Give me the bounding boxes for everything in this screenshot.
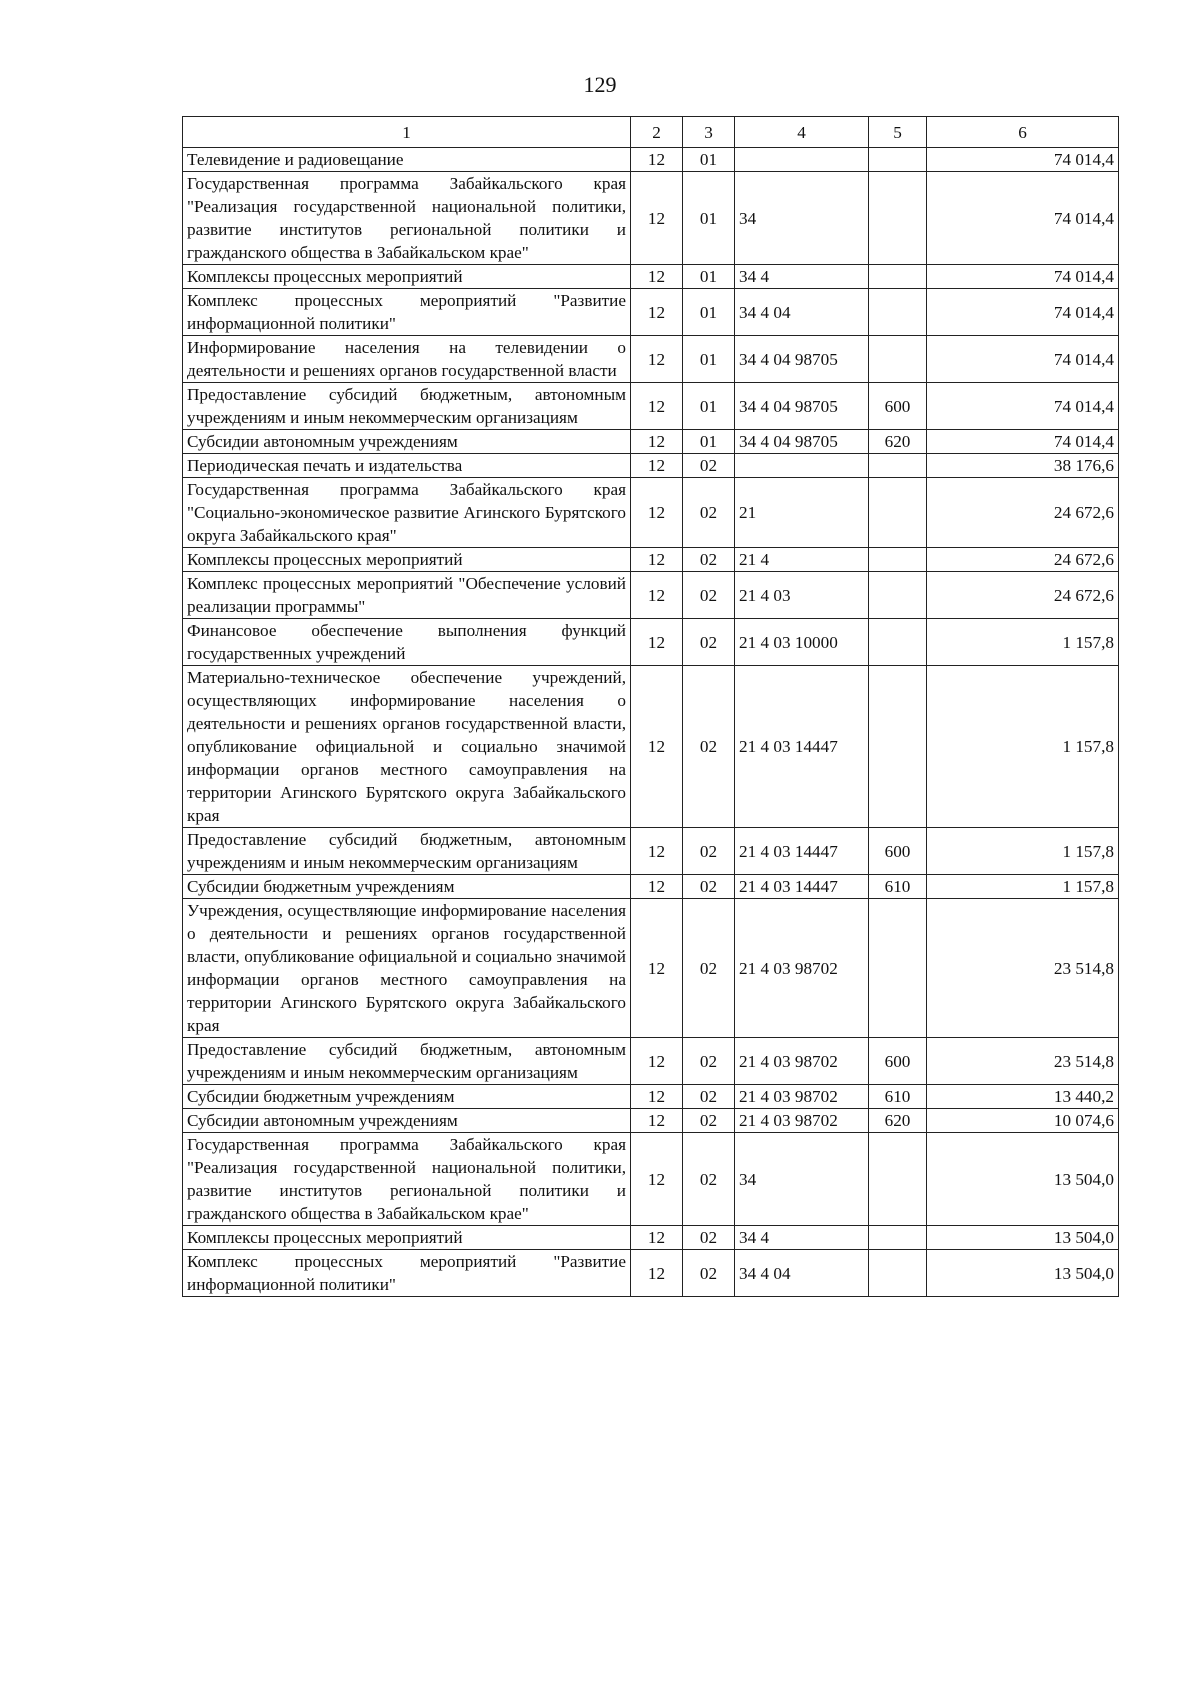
- row-name: Комплекс процессных мероприятий "Развитие информационной политики": [183, 289, 631, 336]
- row-subsection: 01: [683, 172, 735, 265]
- row-target-article: 34 4 04: [735, 1250, 869, 1297]
- table-row: [183, 454, 1119, 478]
- row-target-article: 21 4 03 98702: [735, 1085, 869, 1109]
- row-section: 12: [631, 383, 683, 430]
- column-header: 4: [735, 117, 869, 148]
- row-subsection: 02: [683, 828, 735, 875]
- row-amount: 74 014,4: [927, 289, 1119, 336]
- row-amount: 1 157,8: [927, 875, 1119, 899]
- row-name: Субсидии автономным учреждениям: [183, 1109, 631, 1133]
- page-number: 129: [583, 72, 617, 97]
- row-section: 12: [631, 1226, 683, 1250]
- table-row: [183, 619, 1119, 666]
- column-header: 1: [183, 117, 631, 148]
- row-expense-type: [869, 619, 927, 666]
- row-section: 12: [631, 1085, 683, 1109]
- table-row: [183, 1109, 1119, 1133]
- row-amount: 24 672,6: [927, 572, 1119, 619]
- table-row: [183, 899, 1119, 1038]
- row-target-article: 21 4: [735, 548, 869, 572]
- row-amount: 1 157,8: [927, 619, 1119, 666]
- row-amount: 74 014,4: [927, 336, 1119, 383]
- row-amount: 74 014,4: [927, 383, 1119, 430]
- row-subsection: 02: [683, 1133, 735, 1226]
- row-section: 12: [631, 478, 683, 548]
- row-expense-type: 600: [869, 1038, 927, 1085]
- row-name: Субсидии автономным учреждениям: [183, 430, 631, 454]
- row-expense-type: [869, 548, 927, 572]
- table-row: [183, 1133, 1119, 1226]
- row-expense-type: [869, 265, 927, 289]
- row-section: 12: [631, 1250, 683, 1297]
- row-subsection: 01: [683, 265, 735, 289]
- row-subsection: 02: [683, 1226, 735, 1250]
- table-row: [183, 336, 1119, 383]
- row-target-article: 34 4: [735, 265, 869, 289]
- row-section: 12: [631, 1038, 683, 1085]
- row-expense-type: 600: [869, 828, 927, 875]
- row-expense-type: [869, 1226, 927, 1250]
- row-subsection: 02: [683, 1109, 735, 1133]
- table-row: [183, 148, 1119, 172]
- row-subsection: 02: [683, 1250, 735, 1297]
- column-header: 5: [869, 117, 927, 148]
- table-row: [183, 265, 1119, 289]
- row-expense-type: [869, 172, 927, 265]
- row-expense-type: [869, 336, 927, 383]
- row-target-article: 34: [735, 172, 869, 265]
- table-row: [183, 1226, 1119, 1250]
- row-subsection: 02: [683, 454, 735, 478]
- row-expense-type: [869, 454, 927, 478]
- row-name: Периодическая печать и издательства: [183, 454, 631, 478]
- row-expense-type: [869, 666, 927, 828]
- row-target-article: 34 4: [735, 1226, 869, 1250]
- row-section: 12: [631, 899, 683, 1038]
- table-row: [183, 572, 1119, 619]
- row-amount: 23 514,8: [927, 899, 1119, 1038]
- row-target-article: 21: [735, 478, 869, 548]
- row-amount: 24 672,6: [927, 478, 1119, 548]
- row-section: 12: [631, 572, 683, 619]
- table-row: [183, 1085, 1119, 1109]
- row-expense-type: 620: [869, 1109, 927, 1133]
- row-name: Комплекс процессных мероприятий "Развитие информационной политики": [183, 1250, 631, 1297]
- row-subsection: 02: [683, 875, 735, 899]
- row-section: 12: [631, 666, 683, 828]
- table-row: [183, 478, 1119, 548]
- row-target-article: 21 4 03 14447: [735, 666, 869, 828]
- row-amount: 74 014,4: [927, 172, 1119, 265]
- row-subsection: 02: [683, 548, 735, 572]
- row-amount: 1 157,8: [927, 828, 1119, 875]
- table-row: [183, 548, 1119, 572]
- row-expense-type: 610: [869, 875, 927, 899]
- row-section: 12: [631, 148, 683, 172]
- row-target-article: 21 4 03 14447: [735, 828, 869, 875]
- row-amount: 74 014,4: [927, 265, 1119, 289]
- row-subsection: 02: [683, 619, 735, 666]
- row-target-article: 34: [735, 1133, 869, 1226]
- row-name: Комплексы процессных мероприятий: [183, 548, 631, 572]
- row-target-article: [735, 454, 869, 478]
- row-name: Субсидии бюджетным учреждениям: [183, 875, 631, 899]
- row-target-article: 21 4 03 98702: [735, 1109, 869, 1133]
- row-target-article: 34 4 04 98705: [735, 383, 869, 430]
- row-target-article: 21 4 03: [735, 572, 869, 619]
- row-name: Телевидение и радиовещание: [183, 148, 631, 172]
- row-subsection: 02: [683, 666, 735, 828]
- row-name: Субсидии бюджетным учреждениям: [183, 1085, 631, 1109]
- row-expense-type: [869, 899, 927, 1038]
- row-section: 12: [631, 1109, 683, 1133]
- column-header: 6: [927, 117, 1119, 148]
- row-expense-type: [869, 1133, 927, 1226]
- row-amount: 38 176,6: [927, 454, 1119, 478]
- row-target-article: 34 4 04 98705: [735, 430, 869, 454]
- row-section: 12: [631, 1133, 683, 1226]
- row-amount: 24 672,6: [927, 548, 1119, 572]
- row-section: 12: [631, 265, 683, 289]
- row-name: Учреждения, осуществляющие информирование населения о деятельности и решениях органов государственной власти, опубликование официальной и социально значимой информации органов местного самоуправления на территории Агинского Бурятского округа Забайкальского края: [183, 899, 631, 1038]
- table-row: [183, 666, 1119, 828]
- row-expense-type: [869, 289, 927, 336]
- row-amount: 10 074,6: [927, 1109, 1119, 1133]
- row-subsection: 01: [683, 148, 735, 172]
- row-target-article: 34 4 04: [735, 289, 869, 336]
- row-expense-type: [869, 572, 927, 619]
- row-name: Государственная программа Забайкальского края "Реализация государственной национальной политики, развитие институтов региональной политики и гражданского общества в Забайкальском крае": [183, 1133, 631, 1226]
- row-target-article: 21 4 03 98702: [735, 899, 869, 1038]
- row-expense-type: 600: [869, 383, 927, 430]
- row-amount: 1 157,8: [927, 666, 1119, 828]
- table-row: [183, 828, 1119, 875]
- row-subsection: 02: [683, 1038, 735, 1085]
- row-subsection: 02: [683, 478, 735, 548]
- row-subsection: 02: [683, 1085, 735, 1109]
- row-expense-type: [869, 1250, 927, 1297]
- row-amount: 74 014,4: [927, 148, 1119, 172]
- row-section: 12: [631, 289, 683, 336]
- row-name: Предоставление субсидий бюджетным, автономным учреждениям и иным некоммерческим организациям: [183, 1038, 631, 1085]
- row-amount: 23 514,8: [927, 1038, 1119, 1085]
- row-name: Предоставление субсидий бюджетным, автономным учреждениям и иным некоммерческим организациям: [183, 828, 631, 875]
- row-amount: 13 504,0: [927, 1226, 1119, 1250]
- row-amount: 13 504,0: [927, 1133, 1119, 1226]
- row-subsection: 01: [683, 383, 735, 430]
- row-amount: 13 504,0: [927, 1250, 1119, 1297]
- row-section: 12: [631, 336, 683, 383]
- column-header: 2: [631, 117, 683, 148]
- row-amount: 13 440,2: [927, 1085, 1119, 1109]
- header-row: [183, 117, 1119, 148]
- row-section: 12: [631, 430, 683, 454]
- row-name: Государственная программа Забайкальского края "Реализация государственной национальной политики, развитие институтов региональной политики и гражданского общества в Забайкальском крае": [183, 172, 631, 265]
- table-body: [183, 148, 1119, 1297]
- row-subsection: 01: [683, 430, 735, 454]
- row-section: 12: [631, 875, 683, 899]
- row-section: 12: [631, 454, 683, 478]
- table-row: [183, 383, 1119, 430]
- row-expense-type: [869, 148, 927, 172]
- table-row: [183, 1038, 1119, 1085]
- budget-table: [182, 116, 1119, 1297]
- row-subsection: 01: [683, 336, 735, 383]
- row-section: 12: [631, 619, 683, 666]
- table-row: [183, 1250, 1119, 1297]
- row-target-article: 21 4 03 10000: [735, 619, 869, 666]
- row-target-article: 34 4 04 98705: [735, 336, 869, 383]
- row-target-article: 21 4 03 98702: [735, 1038, 869, 1085]
- row-name: Материально-техническое обеспечение учреждений, осуществляющих информирование населения о деятельности и решениях органов государственной власти, опубликование официальной и социально значимой информации органов местного самоуправления на территории Агинского Бурятского округа Забайкальского края: [183, 666, 631, 828]
- row-name: Предоставление субсидий бюджетным, автономным учреждениям и иным некоммерческим организациям: [183, 383, 631, 430]
- row-expense-type: 610: [869, 1085, 927, 1109]
- row-section: 12: [631, 172, 683, 265]
- table-row: [183, 289, 1119, 336]
- row-name: Комплексы процессных мероприятий: [183, 1226, 631, 1250]
- column-header: 3: [683, 117, 735, 148]
- row-subsection: 02: [683, 899, 735, 1038]
- row-amount: 74 014,4: [927, 430, 1119, 454]
- row-name: Комплекс процессных мероприятий "Обеспечение условий реализации программы": [183, 572, 631, 619]
- row-name: Комплексы процессных мероприятий: [183, 265, 631, 289]
- row-name: Государственная программа Забайкальского края "Социально-экономическое развитие Агинского Бурятского округа Забайкальского края": [183, 478, 631, 548]
- row-target-article: 21 4 03 14447: [735, 875, 869, 899]
- row-subsection: 01: [683, 289, 735, 336]
- table-row: [183, 172, 1119, 265]
- row-section: 12: [631, 828, 683, 875]
- row-expense-type: 620: [869, 430, 927, 454]
- table-row: [183, 430, 1119, 454]
- table-row: [183, 875, 1119, 899]
- row-subsection: 02: [683, 572, 735, 619]
- row-name: Финансовое обеспечение выполнения функций государственных учреждений: [183, 619, 631, 666]
- row-expense-type: [869, 478, 927, 548]
- row-section: 12: [631, 548, 683, 572]
- row-target-article: [735, 148, 869, 172]
- row-name: Информирование населения на телевидении о деятельности и решениях органов государственной власти: [183, 336, 631, 383]
